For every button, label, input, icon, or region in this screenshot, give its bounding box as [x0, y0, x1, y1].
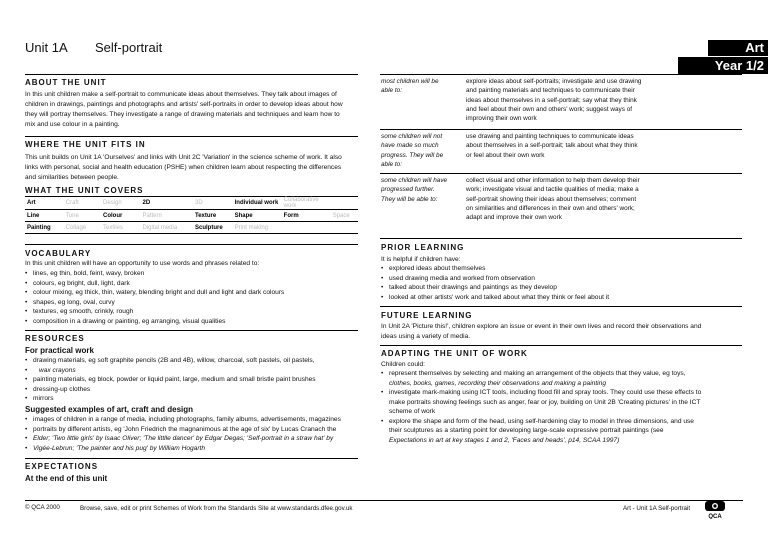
- unit-number: Unit 1A: [25, 40, 68, 55]
- covers-heading: WHAT THE UNIT COVERS: [25, 186, 144, 195]
- covers-cell: [331, 197, 358, 210]
- list-item: • Vigée-Lebrun; 'The painter and his pug' by William Hogarth: [25, 444, 370, 454]
- covers-cell: Textiles: [101, 222, 140, 234]
- future-heading: FUTURE LEARNING: [381, 311, 473, 320]
- adapting-intro: Children could:: [381, 361, 425, 368]
- list-item: • used drawing media and worked from observation: [381, 274, 746, 284]
- divider: [380, 238, 742, 239]
- covers-cell: Space: [331, 210, 358, 222]
- about-text: In this unit children make a self-portrait to communicate ideas about themselves. They talk about images of children in drawings, paintings and photographs and artists' self-portraits in order to develop ideas about how they will portray themselves. They investigate a range of drawing materials and techniques and learn how to mix and use colour in a painting.: [25, 91, 343, 128]
- covers-cell: Sculpture: [193, 222, 233, 234]
- covers-row: [25, 210, 358, 222]
- resources-heading: RESOURCES: [25, 334, 85, 343]
- fits-text: This unit builds on Unit 1A 'Ourselves' and links with Unit 2C 'Variation' in the science scheme of work. It also links with personal, social and health education (PSHE) when children learn about respecting the differences and similarities between people.: [25, 154, 342, 181]
- covers-cell: Print making: [233, 222, 282, 234]
- covers-cell: Design: [101, 197, 140, 210]
- covers-cell: 3D: [193, 197, 233, 210]
- list-item: • dressing-up clothes: [25, 385, 365, 395]
- list-item: • talked about their drawings and paintings as they develop: [381, 283, 746, 293]
- vocab-heading: VOCABULARY: [25, 249, 92, 258]
- list-item: • mirrors: [25, 394, 365, 404]
- list-item: • portraits by different artists, eg 'John Friedrich the magnanimous at the age of six' by Lucas Cranach the: [25, 425, 370, 435]
- covers-cell: Form: [282, 210, 331, 222]
- covers-cell: Tone: [64, 210, 101, 222]
- covers-cell: 2D: [140, 197, 193, 210]
- divider: [380, 129, 742, 130]
- future-text: In Unit 2A 'Picture this!', children explore an issue or event in their own lives and record their observations and ideas using a variety of media.: [381, 323, 702, 340]
- covers-row: [25, 222, 358, 234]
- divider: [25, 136, 358, 137]
- expect-who-2: some children will not have made so much progress. They will be able to:: [381, 133, 444, 168]
- subject-label: Art: [708, 40, 768, 56]
- year-label: Year 1/2: [678, 57, 768, 74]
- footer-unit: Art - Unit 1A Self-portrait: [623, 505, 691, 512]
- adapting-heading: ADAPTING THE UNIT OF WORK: [381, 349, 528, 358]
- covers-cell: Individual work: [233, 197, 282, 210]
- examples-heading: Suggested examples of art, craft and design: [25, 405, 194, 414]
- covers-cell: Shape: [233, 210, 282, 222]
- list-item: • Elder; 'Two little girls' by Isaac Oliver; 'The littlle dancer' by Edgar Degas; 'Self-portrait in a straw hat' by: [25, 434, 370, 444]
- covers-cell: Art: [25, 197, 64, 210]
- copyright: © QCA 2000: [25, 504, 60, 511]
- fits-heading: WHERE THE UNIT FITS IN: [25, 140, 146, 149]
- divider: [380, 173, 742, 174]
- covers-cell: Digital media: [140, 222, 193, 234]
- covers-cell: Texture: [193, 210, 233, 222]
- practical-heading: For practical work: [25, 346, 94, 355]
- expect-what-1: explore ideas about self-portraits; investigate and use drawing and painting materials and techniques to communicate their ideas about themselves in a self-portrait; say what they think and feel about their own and others' work; suggest ways of improving their own work: [466, 78, 642, 123]
- covers-cell: Collaborative work: [282, 197, 331, 210]
- covers-cell: Pattern: [140, 210, 193, 222]
- vocab-intro: In this unit children will have an opportunity to use words and phrases related to:: [25, 260, 260, 267]
- expectations-heading: EXPECTATIONS: [25, 462, 99, 471]
- covers-cell: [331, 222, 358, 234]
- divider: [25, 330, 358, 331]
- list-item: • painting materials, eg block, powder or liquid paint, large, medium and small bristle paint brushes: [25, 375, 365, 385]
- list-item: • explore the shape and form of the head, using self-hardening clay to model in three dimensions, and use their sculptures as a starting point for developing large-scale expressive portrait paintings (see Expectations in art at key stages 1 and 2, 'Faces and heads', p14, SCAA 1997): [381, 417, 756, 446]
- list-item: • colour mixing, eg thick, thin, watery, blending bright and dull and light and dark colours: [25, 288, 365, 298]
- covers-cell: Colour: [101, 210, 140, 222]
- covers-cell: [282, 222, 331, 234]
- covers-row: [25, 197, 358, 210]
- about-heading: ABOUT THE UNIT: [25, 78, 107, 87]
- prior-intro: It is helpful if children have:: [381, 256, 461, 263]
- covers-cell: Craft: [64, 197, 101, 210]
- unit-title: Self-portrait: [95, 40, 163, 55]
- list-item: • wax crayons: [25, 366, 365, 376]
- list-item: • lines, eg thin, bold, feint, wavy, broken: [25, 269, 365, 279]
- divider: [380, 74, 742, 75]
- list-item: • composition in a drawing or painting, eg arranging, visual qualities: [25, 317, 365, 327]
- covers-table: [25, 196, 358, 234]
- list-item: • looked at other artists' work and talked about what they think or feel about it: [381, 293, 746, 303]
- list-item: • textures, eg smooth, crinkly, rough: [25, 307, 365, 317]
- covers-cell: Line: [25, 210, 64, 222]
- list-item: • images of children in a range of media, including photographs, family albums, advertisements, magazines: [25, 415, 370, 425]
- covers-cell: Collage: [64, 222, 101, 234]
- prior-heading: PRIOR LEARNING: [381, 243, 465, 252]
- expect-who-3: some children will have progressed further. They will be able to:: [381, 177, 448, 203]
- list-item: • colours, eg bright, dull, light, dark: [25, 279, 365, 289]
- svg-text:QCA: QCA: [708, 514, 722, 519]
- list-item: • represent themselves by selecting and making an arrangement of the objects that they value, eg toys, clothes, books, games, recording their observations and making a painting: [381, 369, 756, 388]
- expectations-sub: At the end of this unit: [25, 474, 108, 483]
- expect-what-2: use drawing and painting techniques to communicate ideas about themselves in a self-portrait; talk about what they think or feel about their own work: [466, 133, 638, 159]
- expect-what-3: collect visual and other information to help them develop their work; investigate visual and tactile qualities of media; make a self-portrait showing their ideas about themselves; comment on similarities and differences in their own and others' work; adapt and improve their own work: [466, 177, 640, 222]
- list-item: • explored ideas about themselves: [381, 264, 746, 274]
- list-item: • drawing materials, eg soft graphite pencils (2B and 4B), willow, charcoal, soft pastels, oil pastels,: [25, 356, 365, 366]
- qca-logo-icon: [704, 499, 726, 519]
- list-item: • shapes, eg long, oval, curvy: [25, 298, 365, 308]
- covers-cell: Painting: [25, 222, 64, 234]
- footer-divider: [25, 500, 743, 501]
- divider: [25, 458, 358, 459]
- adapting-list: [381, 369, 756, 445]
- divider: [380, 345, 742, 346]
- divider: [25, 244, 358, 245]
- vocab-list: [25, 269, 365, 326]
- list-item: • investigate mark-making using ICT tools, including flood fill and spray tools. They could use these effects to make portraits showing feelings such as anger, fear or joy, building on Unit 2B 'Creating pictures' in the ICT scheme of work: [381, 388, 756, 417]
- divider: [25, 74, 358, 75]
- prior-list: [381, 264, 746, 302]
- practical-list: [25, 356, 365, 404]
- divider: [380, 306, 742, 307]
- expect-who-1: most children will be able to:: [381, 78, 439, 95]
- footer-note: Browse, save, edit or print Schemes of Work from the Standards Site at www.standards.dfee.gov.uk: [80, 505, 353, 512]
- examples-list: [25, 415, 370, 453]
